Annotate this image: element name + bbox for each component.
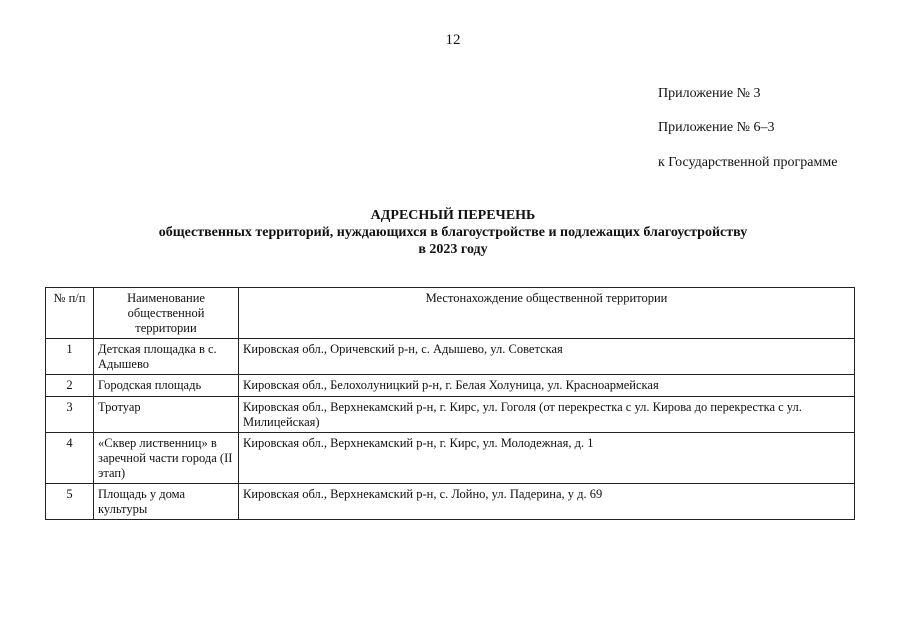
row-location: Кировская обл., Белохолуницкий р-н, г. Белая Холуница, ул. Красноармейская bbox=[239, 375, 855, 397]
table-row bbox=[46, 397, 855, 433]
row-num: 4 bbox=[46, 433, 94, 484]
row-num: 2 bbox=[46, 375, 94, 397]
row-name: «Сквер лиственниц» в заречной части города (II этап) bbox=[94, 433, 239, 484]
annex-line-2: Приложение № 6–3 bbox=[658, 120, 775, 135]
row-location: Кировская обл., Оричевский р-н, с. Адышево, ул. Советская bbox=[239, 339, 855, 375]
table-row bbox=[46, 433, 855, 484]
row-name: Тротуар bbox=[94, 397, 239, 433]
title-line-1: АДРЕСНЫЙ ПЕРЕЧЕНЬ bbox=[370, 208, 536, 223]
row-location: Кировская обл., Верхнекамский р-н, с. Лойно, ул. Падерина, у д. 69 bbox=[239, 484, 855, 520]
row-name: Городская площадь bbox=[94, 375, 239, 397]
address-table bbox=[45, 287, 855, 520]
row-location: Кировская обл., Верхнекамский р-н, г. Кирс, ул. Молодежная, д. 1 bbox=[239, 433, 855, 484]
annex-line-1: Приложение № 3 bbox=[658, 86, 761, 101]
table-row bbox=[46, 484, 855, 520]
title-line-2: общественных территорий, нуждающихся в благоустройстве и подлежащих благоустройству bbox=[158, 225, 748, 240]
row-num: 1 bbox=[46, 339, 94, 375]
table-row bbox=[46, 375, 855, 397]
row-num: 3 bbox=[46, 397, 94, 433]
row-num: 5 bbox=[46, 484, 94, 520]
row-name: Детская площадка в с. Адышево bbox=[94, 339, 239, 375]
annex-line-3: к Государственной программе bbox=[658, 155, 838, 170]
title-line-3: в 2023 году bbox=[418, 242, 488, 257]
header-name: Наименование общественной территории bbox=[94, 288, 239, 339]
table-header-row bbox=[46, 288, 855, 339]
document-title bbox=[0, 207, 906, 258]
row-name: Площадь у дома культуры bbox=[94, 484, 239, 520]
table-row bbox=[46, 339, 855, 375]
header-location: Местонахождение общественной территории bbox=[239, 288, 855, 339]
page-number: 12 bbox=[445, 32, 461, 48]
header-num: № п/п bbox=[46, 288, 94, 339]
row-location: Кировская обл., Верхнекамский р-н, г. Кирс, ул. Гоголя (от перекрестка с ул. Кирова до перекрестка с ул. Милицейская) bbox=[239, 397, 855, 433]
